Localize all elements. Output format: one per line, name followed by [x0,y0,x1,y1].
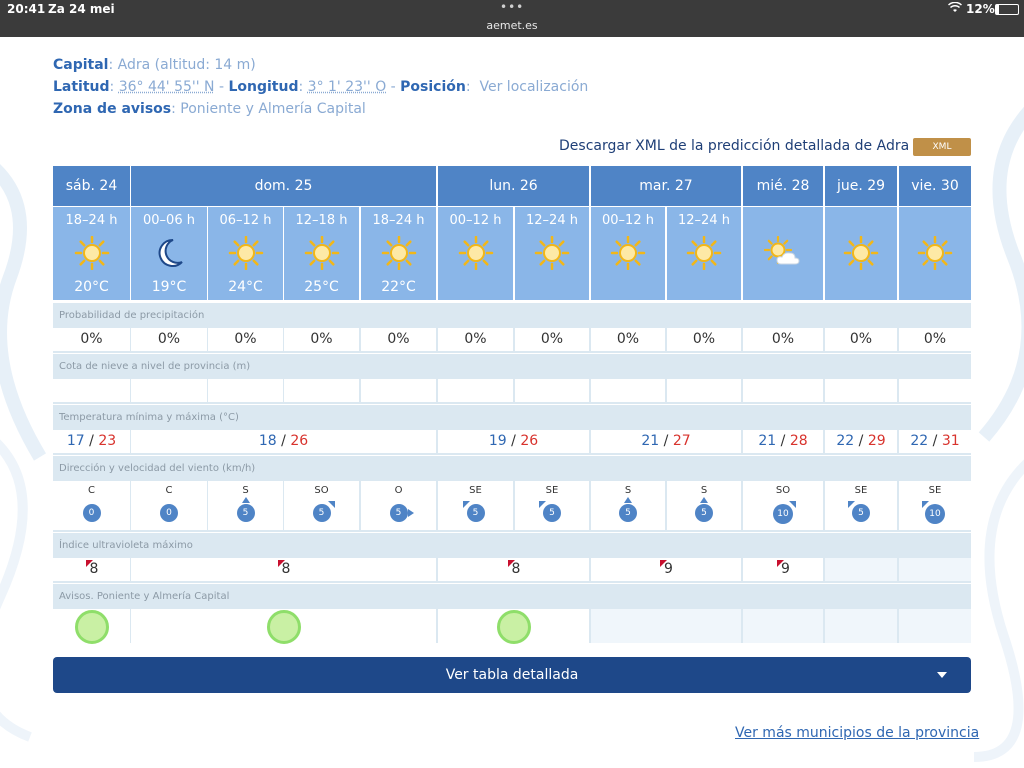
status-bar [0,0,1024,37]
uv-cell [743,558,823,581]
precip-cell: 0% [667,328,741,351]
period-column [825,207,897,300]
background-decoration [0,37,60,768]
day-header: sáb. 24 [53,166,130,206]
sun-icon [302,236,342,270]
period-column [591,207,665,300]
period-temperature: 19°C [151,279,187,295]
uv-value: 9 [781,561,790,577]
temp-max: 27 [672,433,691,449]
sun-icon [532,236,572,270]
aviso-cell [743,609,823,643]
temp-max: 26 [290,433,309,449]
sun-cloud-icon [763,236,803,270]
period-temperature: 22°C [381,279,416,295]
day-header: jue. 29 [825,166,897,206]
wind-cell [743,481,823,530]
wind-cell [591,481,665,530]
ver-tabla-detallada-button[interactable] [53,657,971,693]
precip-cell: 0% [743,328,823,351]
snow-cell [591,379,665,402]
uv-cell [53,558,130,581]
snow-cell [899,379,971,402]
pos-label: Posición [400,79,466,95]
precip-cell: 0% [591,328,665,351]
sun-icon [841,236,881,270]
aviso-cell [899,609,971,643]
section-label-avisos: Avisos. Poniente y Almería Capital [53,584,971,609]
temp-cell [899,430,971,453]
wind-cell [131,481,207,530]
wind-speed-icon: 5 [543,504,561,522]
wind-direction: S [700,485,708,496]
temp-separator: / [281,433,286,449]
sun-icon [608,236,648,270]
zona-label: Zona de avisos [53,101,172,117]
more-municipios-link[interactable]: Ver más municipios de la provincia [735,725,980,741]
temp-separator: / [780,433,786,449]
xml-download-text[interactable]: Descargar XML de la predicción detallada de Adra [559,138,910,154]
uv-cell [131,558,436,581]
capital-line: Capital: Adra (altitud: 14 m) [53,57,256,73]
wind-speed-icon: 5 [390,504,408,522]
capital-value: Adra (altitud: 14 m) [117,57,256,73]
wind-arrow-icon [624,497,632,503]
capital-label: Capital [53,57,109,73]
snow-cell [208,379,283,402]
wind-arrow-icon [539,501,546,508]
battery-percent: 12% [966,2,995,16]
sun-icon [684,236,724,270]
period-label: 18–24 h [372,213,425,228]
snow-cell [743,379,823,402]
day-header: vie. 30 [899,166,971,206]
snow-cell [515,379,589,402]
wind-arrow-icon [328,501,335,508]
wind-cell [825,481,897,530]
temp-separator: / [511,433,516,449]
wind-arrow-icon [848,501,855,508]
wind-speed-icon: 5 [852,504,870,522]
zona-line: Zona de avisos: Poniente y Almería Capital [53,101,366,117]
temp-separator: / [663,433,669,449]
wind-direction: S [624,485,632,496]
temp-cell [743,430,823,453]
wind-speed-icon: 5 [695,504,713,522]
temp-min: 22 [910,433,929,449]
precip-cell: 0% [53,328,130,351]
temp-cell [438,430,589,453]
wind-direction: SE [928,485,942,496]
uv-value: 8 [281,561,291,577]
precip-cell: 0% [899,328,971,351]
temp-min: 21 [758,433,777,449]
period-label: 18–24 h [65,213,118,228]
lat-value: 36° 44' 55'' N [118,79,215,95]
wind-cell [284,481,359,530]
snow-cell [667,379,741,402]
period-label: 00–12 h [602,213,654,228]
temp-separator: / [89,433,94,449]
temp-min: 22 [836,433,855,449]
aviso-cell [591,609,741,643]
uv-value: 8 [511,561,521,577]
temp-max: 29 [867,433,886,449]
precip-cell: 0% [131,328,207,351]
section-label-temp: Temperatura mínima y máxima (°C) [53,405,971,430]
temp-cell [53,430,130,453]
wifi-icon [948,2,962,16]
sun-icon [379,236,419,270]
snow-cell [361,379,436,402]
battery-icon [995,4,1019,15]
precip-cell: 0% [361,328,436,351]
period-label: 00–06 h [143,213,195,228]
temp-cell [591,430,741,453]
lat-label: Latitud [53,79,110,95]
period-column [899,207,971,300]
wind-direction: SE [854,485,868,496]
precip-cell: 0% [825,328,897,351]
wind-speed-icon: 5 [313,504,331,522]
wind-direction: C [165,485,173,496]
wind-speed-icon: 10 [773,504,793,524]
temp-min: 18 [258,433,277,449]
uv-value: 8 [89,561,99,577]
wind-cell [899,481,971,530]
wind-arrow-icon [700,497,708,503]
temp-max: 26 [520,433,539,449]
period-label: 12–18 h [295,213,348,228]
aviso-cell [131,609,436,643]
temp-max: 31 [941,433,960,449]
period-column [438,207,513,300]
section-label-wind: Dirección y velocidad del viento (km/h) [53,456,971,481]
temp-max: 28 [789,433,808,449]
precip-cell: 0% [284,328,359,351]
wind-direction: S [242,485,249,496]
location-info [53,54,588,120]
wind-arrow-icon [408,509,414,517]
period-label: 12–24 h [678,213,730,228]
snow-cell [284,379,359,402]
uv-cell [591,558,741,581]
temp-cell [131,430,436,453]
aviso-green-icon[interactable] [497,610,531,644]
wind-cell [667,481,741,530]
period-column [53,207,130,300]
period-column [131,207,207,300]
aviso-cell [53,609,130,643]
sun-icon [456,236,496,270]
snow-cell [438,379,513,402]
period-temperature: 24°C [228,279,263,295]
temp-min: 17 [66,433,85,449]
section-label-uv: Índice ultravioleta máximo [53,533,971,558]
wind-direction: SO [314,485,329,496]
period-temperature: 25°C [304,279,339,295]
wind-direction: SE [469,485,482,496]
sun-icon [226,236,266,270]
coords-line: Latitud: 36° 44' 55'' N - Longitud: 3° 1' 23'' O - Posición: Ver localización [53,79,589,95]
uv-value: 9 [664,561,673,577]
wind-speed-icon: 5 [619,504,637,522]
period-column [515,207,589,300]
moon-icon [149,236,189,270]
wind-cell [438,481,513,530]
section-label-precip: Probabilidad de precipitación [53,303,971,328]
aviso-cell [438,609,589,643]
temp-max: 23 [98,433,117,449]
snow-cell [131,379,207,402]
wind-direction: SE [545,485,559,496]
day-header: lun. 26 [438,166,589,206]
wind-cell [515,481,589,530]
day-header: dom. 25 [131,166,436,206]
chevron-down-icon [937,672,947,678]
precip-cell: 0% [438,328,513,351]
wind-speed-icon: 5 [237,504,255,522]
period-temperature: 20°C [74,279,109,295]
ver-localizacion-link[interactable]: Ver localización [479,79,589,95]
precip-cell: 0% [208,328,283,351]
temp-separator: / [932,433,938,449]
wind-speed-icon: 0 [83,504,101,522]
temp-min: 21 [641,433,660,449]
sun-icon [72,236,112,270]
wind-cell [208,481,283,530]
period-column [743,207,823,300]
tab-menu-icon[interactable]: ••• [500,0,525,14]
address-bar[interactable]: aemet.es [486,19,538,32]
zona-value: Poniente y Almería Capital [180,101,366,117]
period-column [667,207,741,300]
snow-cell [825,379,897,402]
wind-speed-icon: 0 [160,504,178,522]
day-header: mié. 28 [743,166,823,206]
wind-cell [361,481,436,530]
period-label: 06–12 h [219,213,272,228]
lon-label: Longitud [228,79,299,95]
status-date: Za 24 mei [48,2,115,16]
aviso-green-icon[interactable] [75,610,109,644]
temp-cell [825,430,897,453]
detail-button-label: Ver tabla detallada [445,667,579,683]
aviso-cell [825,609,897,643]
wind-direction: O [394,485,403,496]
period-column [208,207,283,300]
temp-min: 19 [488,433,507,449]
day-header: mar. 27 [591,166,741,206]
uv-cell [899,558,971,581]
snow-cell [53,379,130,402]
wind-speed-icon: 10 [925,504,945,524]
wind-speed-icon: 5 [467,504,485,522]
uv-cell [438,558,589,581]
status-time: 20:41 [7,2,46,16]
wind-arrow-icon [922,501,929,508]
background-decoration [964,37,1024,768]
precip-cell: 0% [515,328,589,351]
section-label-snow: Cota de nieve a nivel de provincia (m) [53,354,971,379]
aviso-green-icon[interactable] [267,610,301,644]
lon-value: 3° 1' 23'' O [307,79,387,95]
wind-direction: C [88,485,95,496]
uv-cell [825,558,897,581]
wind-arrow-icon [242,497,250,503]
period-label: 12–24 h [526,213,578,228]
period-column [284,207,359,300]
wind-cell [53,481,130,530]
sun-icon [915,236,955,270]
wind-arrow-icon [463,501,470,508]
xml-button[interactable]: XML [913,138,971,156]
period-label: 00–12 h [449,213,502,228]
wind-arrow-icon [789,501,796,508]
wind-direction: SO [775,485,791,496]
period-column [361,207,436,300]
temp-separator: / [858,433,864,449]
